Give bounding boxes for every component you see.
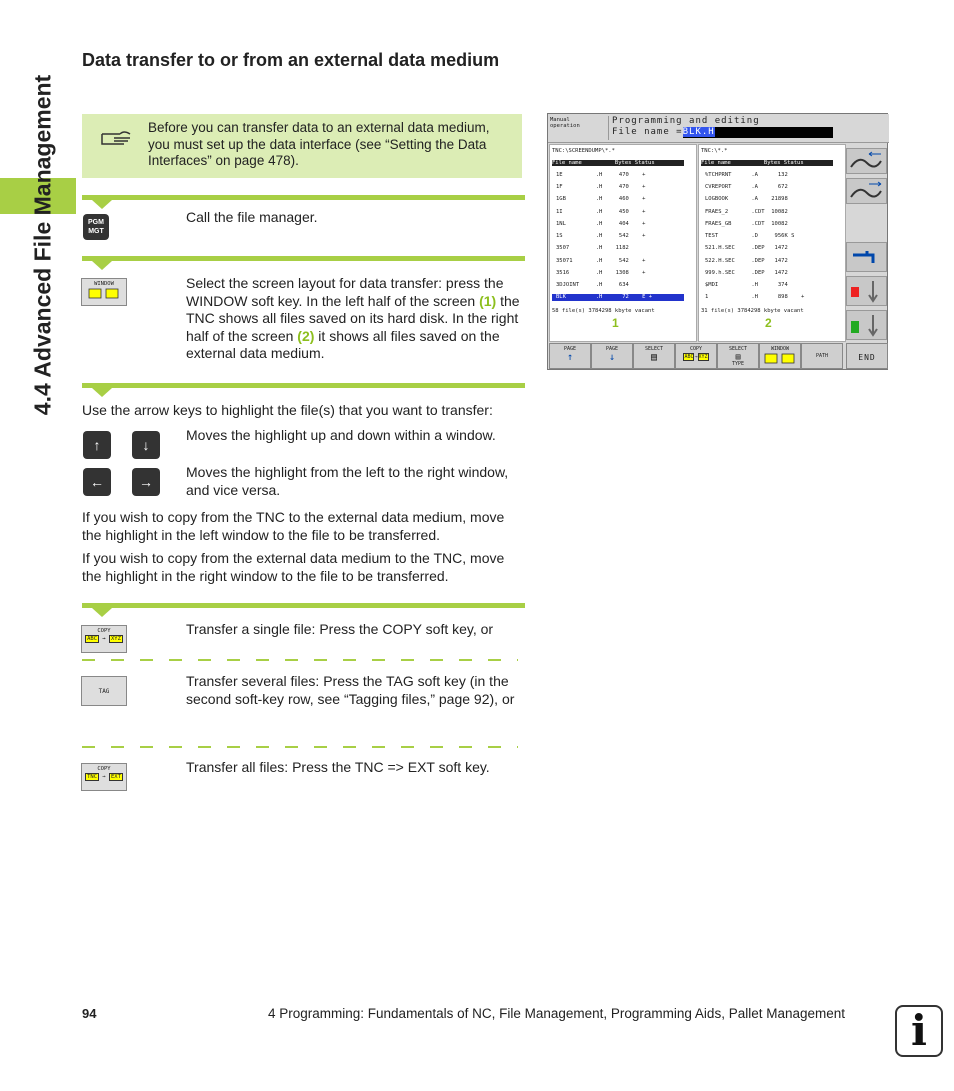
right-column-header: File name Bytes Status [701, 160, 833, 166]
window-label-2: 2 [765, 316, 772, 330]
updown-text: Moves the highlight up and down within a window. [186, 427, 496, 443]
tag-text: Transfer several files: Press the TAG soft key (in the second soft-key row, see “Tagging files,” page 92), or [186, 673, 515, 707]
pointing-hand-icon [100, 126, 134, 148]
copy-to-label: XYZ [110, 636, 121, 642]
window-layout-icon [763, 352, 797, 364]
file-row[interactable]: TEST .D 956K S [705, 233, 795, 239]
screen-title: Programming and editing [612, 116, 760, 126]
tnc-ext-softkey[interactable]: COPY TNC → EXT [81, 763, 127, 791]
info-icon: i [895, 1005, 943, 1057]
pgm-key-label: PGM [88, 219, 104, 226]
window-softkey-label: WINDOW [94, 281, 114, 287]
page-number: 94 [82, 1006, 97, 1021]
file-name-field[interactable] [683, 127, 833, 138]
window-text-part3: it shows all files saved on the external data medium. [186, 327, 500, 361]
off-softkey[interactable] [846, 276, 887, 306]
left-column-header: File name Bytes Status [552, 160, 684, 166]
window-instruction [186, 275, 526, 363]
window-text-part2: the TNC shows all files saved on its hard disk. In the right half of the screen [186, 292, 520, 344]
window-softkey[interactable] [81, 278, 127, 306]
select-softkey[interactable] [633, 343, 675, 369]
rule-marker [92, 388, 112, 397]
file-row[interactable]: $MDI .H 374 [705, 282, 788, 288]
ref-1: (1) [479, 292, 497, 309]
copy-softkey-label: COPY [97, 628, 111, 634]
right-file-window[interactable] [698, 144, 846, 342]
pgm-mgt-key[interactable] [83, 214, 109, 240]
file-row[interactable]: 3DJOINT .H 634 [556, 282, 629, 288]
screen-header [548, 114, 889, 143]
left-path: TNC:\SCREENDUMP\*.* [552, 148, 615, 154]
softkey-label: SELECT [728, 346, 748, 352]
softkey-label: WINDOW [770, 346, 790, 352]
copy-to-label: XYZ [698, 354, 708, 360]
softkey-label: PAGE [605, 346, 619, 352]
faucet-softkey[interactable] [846, 242, 887, 272]
arrow-up-key[interactable]: ↑ [83, 431, 111, 459]
arrow-left-key[interactable]: ← [83, 468, 111, 496]
section-rule [82, 256, 525, 261]
page-down-icon: ↓ [608, 352, 616, 363]
dashed-divider [82, 746, 518, 748]
copy-from-label: ABC [684, 354, 694, 360]
chapter-sidebar [28, 50, 58, 440]
shift-right-icon [847, 179, 886, 203]
shift-left-icon [847, 149, 886, 173]
file-row[interactable]: 1E .H 470 + [556, 172, 646, 178]
window-layout-icon [87, 287, 121, 299]
copy-softkey-screen[interactable]: COPY ABC→XYZ [675, 343, 717, 369]
note-text: Before you can transfer data to an external data medium, you must set up the data interface (see “Setting the Data Interfaces” on page 478). [148, 120, 490, 168]
file-row[interactable]: %TCHPRNT .A 132 [705, 172, 788, 178]
tnc-softkey-label: COPY [97, 766, 111, 772]
on-softkey[interactable] [846, 310, 887, 340]
file-row[interactable]: 3516 .H 1308 + [556, 270, 646, 276]
rule-marker [92, 608, 112, 617]
leftright-text: Moves the highlight from the left to the right window, and vice versa. [186, 464, 509, 498]
chapter-footer: 4 Programming: Fundamentals of NC, File Management, Programming Aids, Pallet Management [268, 1006, 846, 1021]
copy-to-ext-text: If you wish to copy from the TNC to the external data medium, move the highlight in the left window to the file to be transferred. [82, 509, 505, 543]
select-type-softkey[interactable] [717, 343, 759, 369]
file-name-label: File name = [612, 127, 683, 137]
softkey-label: COPY [689, 346, 703, 352]
section-title: Data transfer to or from an external data medium [82, 50, 500, 70]
arrow-keys-intro: Use the arrow keys to highlight the file(s) that you want to transfer: [82, 402, 493, 418]
file-row[interactable]: 3507 .H 1182 [556, 245, 629, 251]
path-softkey[interactable]: PATH [801, 343, 843, 369]
end-softkey[interactable]: END [846, 343, 888, 369]
file-row[interactable]: 999.h.SEC .DEP 1472 [705, 270, 788, 276]
file-row[interactable]: 1S .H 542 + [556, 233, 646, 239]
tnc-screenshot [547, 113, 888, 370]
softkey-label: PAGE [563, 346, 577, 352]
call-manager-text: Call the file manager. [186, 209, 318, 225]
mgt-key-label: MGT [88, 228, 104, 235]
mode-line2: operation [550, 123, 580, 129]
file-row[interactable]: CVREPORT .A 672 [705, 184, 788, 190]
ref-2: (2) [297, 327, 315, 344]
transfer-all-text: Transfer all files: Press the TNC => EXT soft key. [186, 759, 490, 775]
window-label-1: 1 [612, 316, 619, 330]
tnc-from-label: TNC [87, 774, 98, 780]
right-footer: 31 file(s) 3784298 kbyte vacant [701, 308, 804, 314]
file-row[interactable]: 1F .H 470 + [556, 184, 646, 190]
rule-marker [92, 261, 112, 270]
page-down-softkey[interactable] [591, 343, 633, 369]
section-rule [82, 195, 525, 200]
left-footer: 58 file(s) 3784298 kbyte vacant [552, 308, 655, 314]
off-icon [847, 277, 886, 305]
file-row[interactable]: 1NL .H 404 + [556, 221, 646, 227]
window-text-part1: Select the screen layout for data transfer: press the WINDOW soft key. In the left half of the screen [186, 275, 504, 309]
file-row[interactable]: 1GB .H 460 + [556, 196, 646, 202]
program-header [608, 116, 886, 140]
page-up-softkey[interactable] [549, 343, 591, 369]
section-rule [82, 383, 525, 388]
chapter-title: 4.4 Advanced File Management [29, 74, 56, 416]
vertical-softkey-up[interactable] [846, 148, 887, 174]
ext-to-label: EXT [110, 774, 121, 780]
mode-line1: Manual [550, 117, 570, 123]
file-row[interactable]: FRAES_2 .CDT 10082 [705, 209, 788, 215]
file-name-value: BLK.H [682, 127, 715, 137]
selected-file-row[interactable]: BLK .H 72 E + [552, 294, 684, 301]
tag-softkey[interactable]: TAG [81, 676, 127, 706]
file-row[interactable]: FRAES_GB .CDT 10082 [705, 221, 788, 227]
vertical-softkey-down[interactable] [846, 178, 887, 204]
softkey-row [548, 343, 889, 370]
file-row[interactable]: 1I .H 450 + [556, 209, 646, 215]
copy-softkey[interactable]: COPY ABC → XYZ [81, 625, 127, 653]
file-row[interactable]: 35071 .H 542 + [556, 258, 646, 264]
rule-marker [92, 200, 112, 209]
faucet-icon [847, 243, 886, 271]
copy-to-tnc-text: If you wish to copy from the external data medium to the TNC, move the highlight in the right window to the file to be transferred. [82, 550, 505, 584]
file-row[interactable]: 521.H.SEC .DEP 1472 [705, 245, 788, 251]
file-row[interactable]: LOGBOOK .A 21898 [705, 196, 788, 202]
on-icon [847, 311, 886, 339]
file-row[interactable]: 522.H.SEC .DEP 1472 [705, 258, 788, 264]
window-softkey-screen[interactable] [759, 343, 801, 369]
right-path: TNC:\*.* [701, 148, 728, 154]
softkey-sublabel: TYPE [731, 361, 745, 367]
copy-from-label: ABC [87, 636, 98, 642]
select-icon: ▤ [650, 352, 658, 363]
arrow-right-key[interactable]: → [132, 468, 160, 496]
section-rule [82, 603, 525, 608]
copy-single-text: Transfer a single file: Press the COPY soft key, or [186, 621, 494, 637]
file-row[interactable]: 1 .H 898 + [705, 294, 805, 300]
page-up-icon: ↑ [566, 352, 574, 363]
mode-label [550, 117, 606, 129]
dashed-divider [82, 659, 518, 661]
arrow-down-key[interactable]: ↓ [132, 431, 160, 459]
left-file-window[interactable] [549, 144, 697, 342]
select-type-icon: ▤ [735, 352, 741, 361]
softkey-label: SELECT [644, 346, 664, 352]
